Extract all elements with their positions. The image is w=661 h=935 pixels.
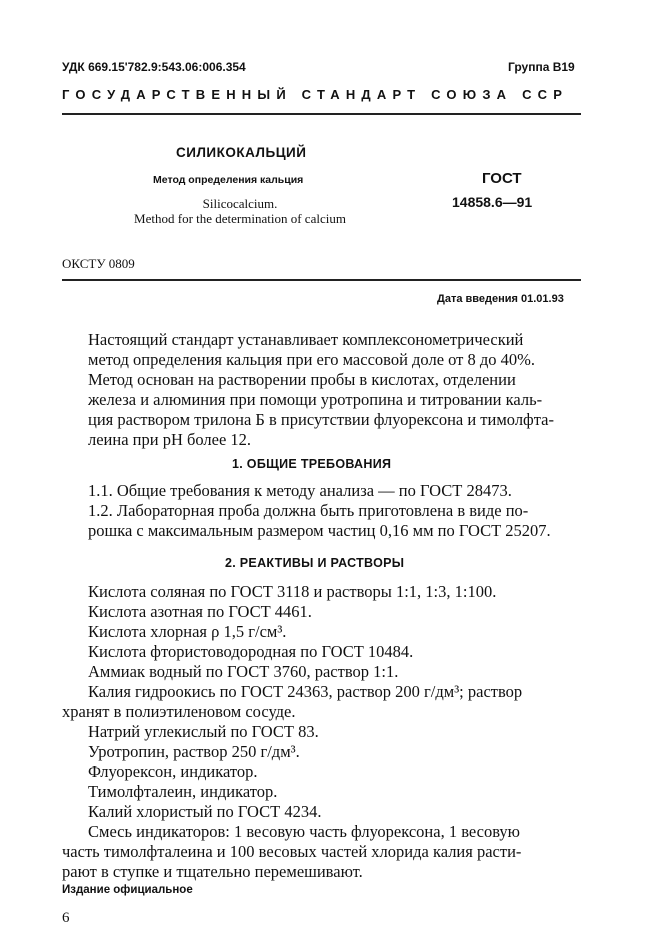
gost-number: 14858.6—91: [452, 194, 533, 210]
section-1-line-2: 1.2. Лабораторная проба должна быть приготовлена в виде по-: [88, 501, 529, 520]
okstu-rule: [62, 279, 581, 281]
intro-line-6: леина при pH более 12.: [88, 430, 252, 449]
header-rule: [62, 113, 581, 115]
gost-label: ГОСТ: [482, 170, 522, 187]
udk-code: УДК 669.15'782.9:543.06:006.354: [62, 60, 246, 74]
reagent-line: часть тимолфталеина и 100 весовых частей хлорида калия расти-: [62, 842, 522, 861]
reagent-line: Тимолфталеин, индикатор.: [88, 782, 278, 801]
intro-line-3: Метод основан на растворении пробы в кислотах, отделении: [88, 370, 516, 389]
reagent-line: Флуорексон, индикатор.: [88, 762, 258, 781]
group-code: Группа В19: [508, 60, 575, 74]
reagent-line: Калия гидроокись по ГОСТ 24363, раствор 200 г/дм³; раствор: [88, 682, 523, 701]
english-title-line1: Silicocalcium.: [202, 196, 278, 211]
document-subtitle: Метод определения кальция: [153, 174, 304, 186]
intro-line-5: ция раствором трилона Б в присутствии флуорексона и тимолфта-: [88, 410, 554, 429]
reagent-line: Аммиак водный по ГОСТ 3760, раствор 1:1.: [88, 662, 399, 681]
intro-line-1: Настоящий стандарт устанавливает комплексонометрический: [88, 330, 524, 349]
reagent-line: Уротропин, раствор 250 г/дм³.: [88, 742, 300, 761]
reagent-line: Кислота азотная по ГОСТ 4461.: [88, 602, 312, 621]
document-title: СИЛИКОКАЛЬЦИЙ: [176, 145, 307, 160]
intro-line-4: железа и алюминия при помощи уротропина и титровании каль-: [88, 390, 543, 409]
english-title: [100, 196, 380, 226]
intro-line-2: метод определения кальция при его массовой доле от 8 до 40%.: [88, 350, 536, 369]
section-2-heading: 2. РЕАКТИВЫ И РАСТВОРЫ: [225, 556, 405, 570]
reagent-line: Кислота хлорная ρ 1,5 г/см³.: [88, 622, 287, 641]
reagent-line: Кислота фтористоводородная по ГОСТ 10484.: [88, 642, 414, 661]
date-introduced: Дата введения 01.01.93: [437, 293, 564, 305]
english-title-line2: Method for the determination of calcium: [134, 211, 346, 226]
okstu-code: ОКСТУ 0809: [62, 256, 135, 271]
section-1-line-1: 1.1. Общие требования к методу анализа — по ГОСТ 28473.: [88, 481, 512, 500]
reagent-line: Калий хлористый по ГОСТ 4234.: [88, 802, 322, 821]
reagent-line: Смесь индикаторов: 1 весовую часть флуорексона, 1 весовую: [88, 822, 520, 841]
section-1-heading: 1. ОБЩИЕ ТРЕБОВАНИЯ: [232, 457, 392, 471]
official-edition: Издание официальное: [62, 884, 193, 896]
reagent-line: Натрий углекислый по ГОСТ 83.: [88, 722, 319, 741]
reagent-line: рают в ступке и тщательно перемешивают.: [62, 862, 363, 881]
page-number: 6: [62, 910, 70, 926]
reagent-line: хранят в полиэтиленовом сосуде.: [62, 702, 296, 721]
section-1-line-3: рошка с максимальным размером частиц 0,16 мм по ГОСТ 25207.: [88, 521, 551, 540]
state-standard-heading: ГОСУДАРСТВЕННЫЙ СТАНДАРТ СОЮЗА ССР: [62, 87, 569, 102]
reagent-line: Кислота соляная по ГОСТ 3118 и растворы 1:1, 1:3, 1:100.: [88, 582, 497, 601]
